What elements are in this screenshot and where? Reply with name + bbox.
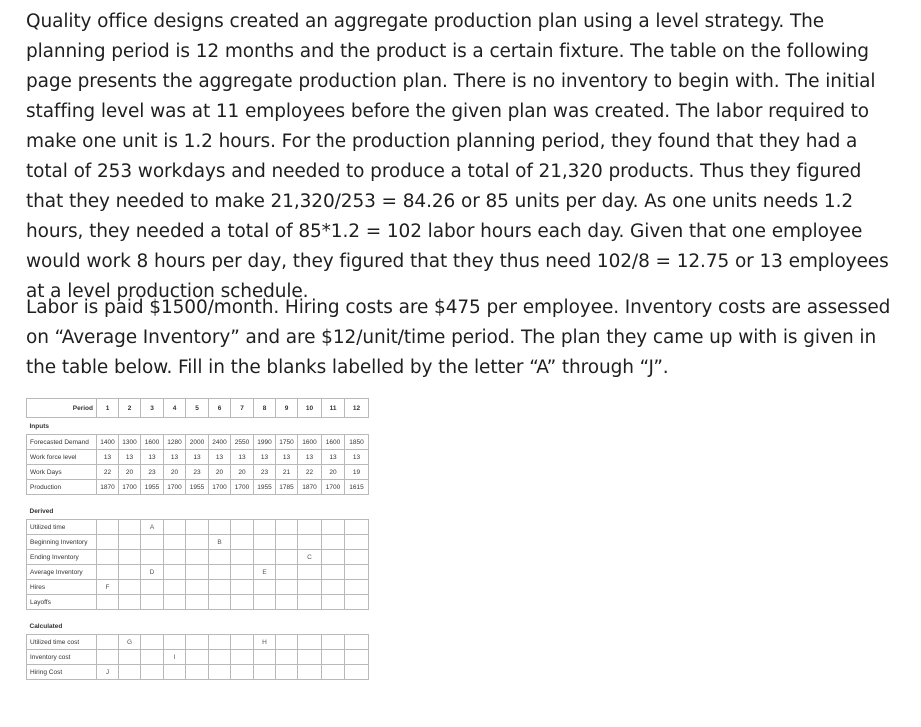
calculated-cell [322, 635, 345, 650]
period-9: 9 [276, 399, 298, 418]
derived-cell [141, 550, 164, 565]
period-5: 5 [186, 399, 209, 418]
derived-cell [119, 550, 141, 565]
inputs-cell: 22 [97, 465, 119, 480]
inputs-cell: 23 [141, 465, 164, 480]
derived-cell [322, 580, 345, 595]
derived-row-label: Average Inventory [27, 565, 97, 580]
calculated-cell [345, 635, 369, 650]
calculated-cell [97, 650, 119, 665]
derived-cell [254, 580, 276, 595]
period-4: 4 [164, 399, 186, 418]
inputs-cell: 1700 [322, 480, 345, 495]
section-gap [27, 495, 369, 504]
problem-paragraph-1: Quality office designs created an aggregate production plan using a level strategy. The planning period is 12 months and the product is a certain fixture. The table on the following page presents the aggregate production plan. There is no inventory to begin with. The initial staffing level was at 11 employees before the given plan was created. The labor required to make one unit is 1.2 hours. For the production planning period, they found that they had a total of 253 workdays and needed to produce a total of 21,320 products. Thus they figured that they needed to make 21,320/253 = 84.26 or 85 units per day. As one units needs 1.2 hours, they needed a total of 85*1.2 = 102 labor hours each day. Given that one employee would work 8 hours per day, they figured that they thus need 102/8 = 12.75 or 13 employees at a level production schedule. [26, 11, 889, 302]
inputs-cell: 20 [164, 465, 186, 480]
calculated-section-label: Calculated [29, 622, 63, 630]
calculated-cell: G [119, 635, 141, 650]
calculated-cell [231, 665, 254, 680]
calculated-cell [209, 665, 231, 680]
derived-cell [276, 535, 298, 550]
calculated-cell [298, 665, 322, 680]
derived-cell [276, 520, 298, 535]
derived-cell [186, 595, 209, 610]
derived-cell [298, 565, 322, 580]
inputs-cell: 1600 [141, 435, 164, 450]
inputs-row-label: Work Days [27, 465, 97, 480]
calculated-cell [141, 635, 164, 650]
inputs-cell: 23 [186, 465, 209, 480]
calculated-cell [119, 665, 141, 680]
inputs-cell: 13 [164, 450, 186, 465]
inputs-cell: 13 [345, 450, 369, 465]
derived-row-label: Beginning Inventory [27, 535, 97, 550]
inputs-cell: 22 [298, 465, 322, 480]
calculated-cell [164, 665, 186, 680]
derived-cell [209, 550, 231, 565]
inputs-cell: 1280 [164, 435, 186, 450]
derived-row [27, 550, 369, 565]
inputs-cell: 20 [322, 465, 345, 480]
gap-cell [27, 610, 369, 619]
calculated-cell [186, 635, 209, 650]
calculated-cell [97, 635, 119, 650]
derived-cell [298, 595, 322, 610]
derived-cell [276, 565, 298, 580]
calculated-row [27, 665, 369, 680]
inputs-cell: 13 [276, 450, 298, 465]
derived-row-label: Ending Inventory [27, 550, 97, 565]
derived-cell [231, 595, 254, 610]
derived-cell: D [141, 565, 164, 580]
derived-cell [119, 565, 141, 580]
derived-cell [119, 580, 141, 595]
derived-cell [186, 520, 209, 535]
derived-cell [164, 535, 186, 550]
inputs-cell: 1600 [322, 435, 345, 450]
calculated-row [27, 635, 369, 650]
inputs-cell: 1850 [345, 435, 369, 450]
period-7: 7 [231, 399, 254, 418]
derived-cell [141, 595, 164, 610]
inputs-section-header [27, 418, 369, 435]
inputs-cell: 2400 [209, 435, 231, 450]
inputs-cell: 1785 [276, 480, 298, 495]
inputs-row-label: Production [27, 480, 97, 495]
inputs-cell: 13 [119, 450, 141, 465]
calculated-cell [345, 665, 369, 680]
calculated-cell [141, 665, 164, 680]
inputs-cell: 1700 [209, 480, 231, 495]
derived-cell [141, 580, 164, 595]
calculated-cell [298, 635, 322, 650]
calculated-cell [276, 665, 298, 680]
derived-cell: C [298, 550, 322, 565]
calculated-cell [231, 635, 254, 650]
derived-row [27, 595, 369, 610]
inputs-cell: 1955 [186, 480, 209, 495]
inputs-cell: 1990 [254, 435, 276, 450]
inputs-cell: 2550 [231, 435, 254, 450]
derived-section-label: Derived [29, 507, 54, 515]
derived-cell [164, 550, 186, 565]
calculated-cell [231, 650, 254, 665]
calculated-cell [322, 665, 345, 680]
inputs-row [27, 465, 369, 480]
inputs-row-label: Forecasted Demand [27, 435, 97, 450]
derived-row [27, 580, 369, 595]
period-3: 3 [141, 399, 164, 418]
calculated-cell [209, 650, 231, 665]
calculated-cell [254, 650, 276, 665]
period-12: 12 [345, 399, 369, 418]
derived-row [27, 565, 369, 580]
derived-cell [119, 595, 141, 610]
derived-cell [209, 595, 231, 610]
derived-cell [276, 580, 298, 595]
calculated-cell [345, 650, 369, 665]
derived-row [27, 535, 369, 550]
period-11: 11 [322, 399, 345, 418]
period-2: 2 [119, 399, 141, 418]
derived-cell: B [209, 535, 231, 550]
derived-cell [97, 535, 119, 550]
inputs-cell: 2000 [186, 435, 209, 450]
derived-cell [298, 535, 322, 550]
calculated-cell [186, 665, 209, 680]
derived-cell [322, 550, 345, 565]
derived-cell [119, 520, 141, 535]
derived-cell [254, 535, 276, 550]
calculated-cell [164, 635, 186, 650]
derived-cell [254, 550, 276, 565]
derived-cell [209, 580, 231, 595]
section-gap [27, 610, 369, 619]
inputs-cell: 1700 [164, 480, 186, 495]
derived-cell [141, 535, 164, 550]
calculated-row [27, 650, 369, 665]
calculated-row-label: Inventory cost [27, 650, 97, 665]
derived-cell [231, 580, 254, 595]
inputs-cell: 13 [186, 450, 209, 465]
derived-row-label: Hires [27, 580, 97, 595]
inputs-row [27, 450, 369, 465]
derived-cell [345, 535, 369, 550]
inputs-cell: 1615 [345, 480, 369, 495]
derived-cell [322, 535, 345, 550]
calculated-cell [276, 635, 298, 650]
derived-cell [97, 595, 119, 610]
calculated-cell [276, 650, 298, 665]
derived-cell: F [97, 580, 119, 595]
derived-cell [322, 520, 345, 535]
calculated-cell [298, 650, 322, 665]
inputs-cell: 13 [322, 450, 345, 465]
derived-cell [164, 580, 186, 595]
period-label: Period [27, 399, 97, 418]
inputs-cell: 1955 [254, 480, 276, 495]
calculated-cell: J [97, 665, 119, 680]
inputs-cell: 19 [345, 465, 369, 480]
derived-cell [119, 535, 141, 550]
calculated-cell [186, 650, 209, 665]
inputs-cell: 1700 [119, 480, 141, 495]
period-1: 1 [97, 399, 119, 418]
derived-cell [345, 580, 369, 595]
derived-cell: A [141, 520, 164, 535]
derived-cell [254, 595, 276, 610]
derived-row-label: Layoffs [27, 595, 97, 610]
calculated-cell [119, 650, 141, 665]
inputs-cell: 13 [97, 450, 119, 465]
inputs-cell: 1955 [141, 480, 164, 495]
derived-cell [345, 565, 369, 580]
inputs-cell: 20 [209, 465, 231, 480]
derived-cell [276, 595, 298, 610]
inputs-cell: 13 [254, 450, 276, 465]
derived-cell [186, 565, 209, 580]
inputs-cell: 1750 [276, 435, 298, 450]
derived-cell [186, 580, 209, 595]
derived-cell [209, 565, 231, 580]
calculated-row-label: Utilized time cost [27, 635, 97, 650]
derived-cell [97, 520, 119, 535]
derived-cell: E [254, 565, 276, 580]
period-header-row [27, 399, 369, 418]
calculated-cell [209, 635, 231, 650]
calculated-section-header [27, 618, 369, 635]
inputs-cell: 1870 [298, 480, 322, 495]
calculated-row-label: Hiring Cost [27, 665, 97, 680]
derived-cell [322, 565, 345, 580]
derived-cell [164, 565, 186, 580]
inputs-cell: 13 [298, 450, 322, 465]
derived-cell [209, 520, 231, 535]
derived-row [27, 520, 369, 535]
calculated-cell: H [254, 635, 276, 650]
derived-cell [298, 520, 322, 535]
derived-cell [186, 550, 209, 565]
inputs-cell: 1700 [231, 480, 254, 495]
inputs-cell: 23 [254, 465, 276, 480]
inputs-cell: 20 [231, 465, 254, 480]
period-8: 8 [254, 399, 276, 418]
period-6: 6 [209, 399, 231, 418]
inputs-cell: 1300 [119, 435, 141, 450]
derived-cell [97, 565, 119, 580]
period-10: 10 [298, 399, 322, 418]
inputs-cell: 20 [119, 465, 141, 480]
derived-cell [186, 535, 209, 550]
derived-cell [276, 550, 298, 565]
calculated-cell: I [164, 650, 186, 665]
inputs-row [27, 435, 369, 450]
derived-section-header [27, 503, 369, 520]
derived-cell [164, 595, 186, 610]
calculated-cell [141, 650, 164, 665]
derived-cell [231, 520, 254, 535]
inputs-cell: 13 [141, 450, 164, 465]
derived-cell [345, 550, 369, 565]
inputs-section-label: Inputs [29, 422, 49, 430]
derived-row-label: Utilized time [27, 520, 97, 535]
derived-cell [231, 565, 254, 580]
derived-cell [231, 535, 254, 550]
derived-cell [97, 550, 119, 565]
inputs-cell: 21 [276, 465, 298, 480]
derived-cell [254, 520, 276, 535]
inputs-row [27, 480, 369, 495]
derived-cell [231, 550, 254, 565]
derived-cell [345, 595, 369, 610]
inputs-cell: 13 [231, 450, 254, 465]
inputs-cell: 1400 [97, 435, 119, 450]
derived-cell [164, 520, 186, 535]
calculated-cell [254, 665, 276, 680]
derived-cell [345, 520, 369, 535]
calculated-cell [322, 650, 345, 665]
gap-cell [27, 495, 369, 504]
inputs-row-label: Work force level [27, 450, 97, 465]
aggregate-plan-table [26, 398, 369, 680]
problem-paragraph-2: Labor is paid $1500/month. Hiring costs are $475 per employee. Inventory costs are assessed on “Average Inventory” and are $12/unit/time period. The plan they came up with is given in the table below. Fill in the blanks labelled by the letter “A” through “J”. [26, 297, 891, 378]
derived-cell [298, 580, 322, 595]
inputs-cell: 13 [209, 450, 231, 465]
derived-cell [322, 595, 345, 610]
inputs-cell: 1600 [298, 435, 322, 450]
inputs-cell: 1870 [97, 480, 119, 495]
